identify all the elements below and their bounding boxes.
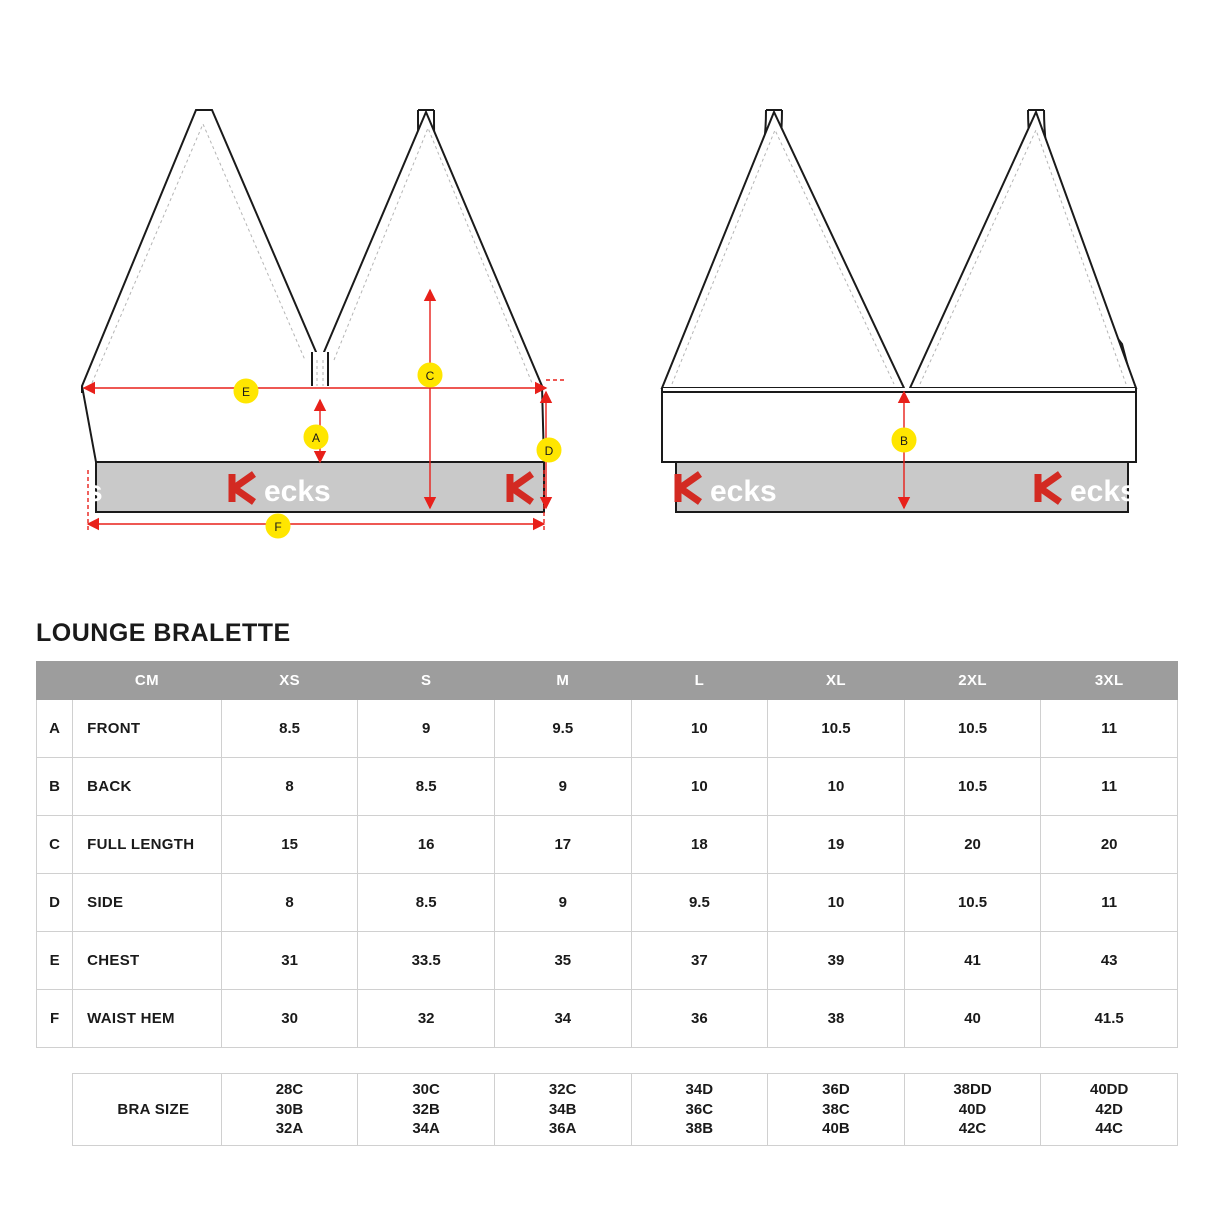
bra-size-xs-3: 32A <box>275 1120 304 1138</box>
back-callouts <box>892 428 916 452</box>
header-size-s: S <box>358 662 495 700</box>
bra-size-2xl-2: 40D <box>958 1100 987 1118</box>
row-name-side: SIDE <box>73 874 222 932</box>
cell-f-s: 32 <box>358 990 495 1048</box>
cell-b-2xl: 10.5 <box>904 758 1041 816</box>
row-letter-c: C <box>37 816 73 874</box>
row-letter-e: E <box>37 932 73 990</box>
cell-b-m: 9 <box>494 758 631 816</box>
bra-size-xs-2: 30B <box>275 1100 304 1118</box>
header-size-2xl: 2XL <box>904 662 1041 700</box>
svg-text:C: C <box>425 369 435 383</box>
cell-b-s: 8.5 <box>358 758 495 816</box>
header-size-m: M <box>494 662 631 700</box>
svg-text:D: D <box>544 444 554 458</box>
svg-text:s: s <box>86 475 103 508</box>
bra-size-3xl-3: 44C <box>1095 1120 1123 1138</box>
cell-a-s: 9 <box>358 700 495 758</box>
row-name-back: BACK <box>73 758 222 816</box>
bra-size-xs <box>221 1074 358 1146</box>
bra-size-3xl-1: 40DD <box>1089 1080 1129 1098</box>
back-garment-outline <box>662 110 1137 512</box>
cell-a-l: 10 <box>631 700 768 758</box>
bra-size-l-3: 38B <box>685 1120 714 1138</box>
cell-e-xs: 31 <box>221 932 358 990</box>
svg-text:F: F <box>274 520 282 534</box>
bra-size-m-3: 36A <box>548 1120 577 1138</box>
table-row <box>37 932 1178 990</box>
bra-size-label: BRA SIZE <box>73 1074 222 1146</box>
bra-size-s <box>358 1074 495 1146</box>
bra-size-l-1: 34D <box>685 1080 714 1098</box>
cell-f-l: 36 <box>631 990 768 1048</box>
cell-d-xl: 10 <box>768 874 905 932</box>
garment-diagram <box>0 0 1214 600</box>
cell-e-xl: 39 <box>768 932 905 990</box>
header-blank <box>37 662 73 700</box>
header-size-3xl: 3XL <box>1041 662 1178 700</box>
bra-size-m-1: 32C <box>548 1080 577 1098</box>
row-name-chest: CHEST <box>73 932 222 990</box>
cell-e-s: 33.5 <box>358 932 495 990</box>
svg-text:A: A <box>311 431 321 445</box>
cell-d-xs: 8 <box>221 874 358 932</box>
row-letter-d: D <box>37 874 73 932</box>
row-letter-f: F <box>37 990 73 1048</box>
row-name-front: FRONT <box>73 700 222 758</box>
cell-c-s: 16 <box>358 816 495 874</box>
cell-b-3xl: 11 <box>1041 758 1178 816</box>
cell-a-xs: 8.5 <box>221 700 358 758</box>
cell-c-xs: 15 <box>221 816 358 874</box>
header-size-xl: XL <box>768 662 905 700</box>
table-row <box>37 874 1178 932</box>
cell-e-2xl: 41 <box>904 932 1041 990</box>
bra-size-s-1: 30C <box>412 1080 440 1098</box>
bra-size-table <box>72 1073 1178 1146</box>
bra-size-s-2: 32B <box>412 1100 440 1118</box>
cell-d-m: 9 <box>494 874 631 932</box>
bra-size-m-2: 34B <box>548 1100 577 1118</box>
bra-size-2xl-1: 38DD <box>953 1080 992 1098</box>
bra-size-xs-1: 28C <box>275 1080 304 1098</box>
cell-b-xs: 8 <box>221 758 358 816</box>
cell-f-xs: 30 <box>221 990 358 1048</box>
cell-f-m: 34 <box>494 990 631 1048</box>
cell-e-m: 35 <box>494 932 631 990</box>
row-name-full-length: FULL LENGTH <box>73 816 222 874</box>
svg-text:ecks: ecks <box>710 475 777 508</box>
header-size-xs: XS <box>221 662 358 700</box>
header-size-l: L <box>631 662 768 700</box>
table-header-row <box>37 662 1178 700</box>
size-chart-table <box>36 661 1178 1048</box>
bra-size-2xl <box>904 1074 1041 1146</box>
svg-text:ecks: ecks <box>1070 475 1137 508</box>
page-title: LOUNGE BRALETTE <box>36 619 291 647</box>
bra-size-3xl <box>1041 1074 1178 1146</box>
bra-size-l <box>631 1074 768 1146</box>
front-garment-outline <box>82 110 544 512</box>
cell-d-2xl: 10.5 <box>904 874 1041 932</box>
table-row <box>37 990 1178 1048</box>
svg-text:B: B <box>899 434 909 448</box>
cell-a-2xl: 10.5 <box>904 700 1041 758</box>
cell-f-xl: 38 <box>768 990 905 1048</box>
cell-e-l: 37 <box>631 932 768 990</box>
cell-c-l: 18 <box>631 816 768 874</box>
cell-c-m: 17 <box>494 816 631 874</box>
header-unit: CM <box>73 662 222 700</box>
cell-d-s: 8.5 <box>358 874 495 932</box>
cell-c-3xl: 20 <box>1041 816 1178 874</box>
bra-size-xl <box>768 1074 905 1146</box>
bra-size-xl-2: 38C <box>822 1100 850 1118</box>
table-row <box>37 758 1178 816</box>
row-letter-a: A <box>37 700 73 758</box>
cell-c-2xl: 20 <box>904 816 1041 874</box>
cell-f-3xl: 41.5 <box>1041 990 1178 1048</box>
table-row <box>37 816 1178 874</box>
svg-text:ecks: ecks <box>264 475 331 508</box>
bra-size-s-3: 34A <box>412 1120 440 1138</box>
cell-a-m: 9.5 <box>494 700 631 758</box>
table-row <box>37 700 1178 758</box>
bra-size-xl-3: 40B <box>822 1120 850 1138</box>
bra-size-l-2: 36C <box>685 1100 714 1118</box>
cell-d-3xl: 11 <box>1041 874 1178 932</box>
bra-size-row <box>73 1074 1178 1146</box>
cell-c-xl: 19 <box>768 816 905 874</box>
cell-f-2xl: 40 <box>904 990 1041 1048</box>
bra-size-xl-1: 36D <box>822 1080 850 1098</box>
bra-size-2xl-3: 42C <box>958 1120 987 1138</box>
cell-b-xl: 10 <box>768 758 905 816</box>
svg-text:E: E <box>241 385 251 399</box>
cell-b-l: 10 <box>631 758 768 816</box>
cell-e-3xl: 43 <box>1041 932 1178 990</box>
cell-a-xl: 10.5 <box>768 700 905 758</box>
cell-a-3xl: 11 <box>1041 700 1178 758</box>
cell-d-l: 9.5 <box>631 874 768 932</box>
bra-size-3xl-2: 42D <box>1095 1100 1123 1118</box>
row-letter-b: B <box>37 758 73 816</box>
row-name-waist-hem: WAIST HEM <box>73 990 222 1048</box>
bra-size-m <box>494 1074 631 1146</box>
